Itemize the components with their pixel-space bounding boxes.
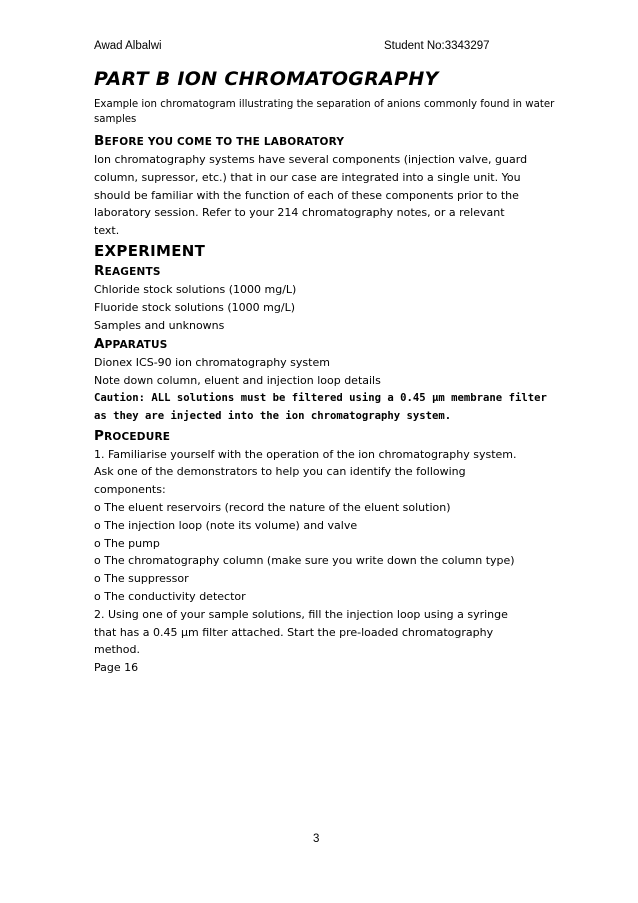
reagent-item: Chloride stock solutions (1000 mg/L) — [94, 282, 297, 296]
text-line: column, supressor, etc.) that in our case are integrated into a single unit. You — [94, 170, 521, 184]
procedure-line: o The chromatography column (make sure you write down the column type) — [94, 554, 515, 568]
procedure-line: Ask one of the demonstrators to help you can identify the following — [94, 465, 466, 479]
page-number: 3 — [313, 833, 320, 845]
text-line: laboratory session. Refer to your 214 chromatography notes, or a relevant — [94, 206, 505, 220]
reagent-item: Fluoride stock solutions (1000 mg/L) — [94, 300, 295, 314]
procedure-line: Page 16 — [94, 661, 139, 675]
figure-caption — [94, 97, 554, 127]
reagent-item: Samples and unknowns — [94, 318, 225, 332]
header-author: Awad Albalwi — [94, 40, 162, 52]
procedure-line: o The eluent reservoirs (record the nature of the eluent solution) — [94, 500, 451, 514]
header-student-number: Student No:3343297 — [384, 40, 490, 52]
reagents-list — [94, 281, 554, 334]
document-body — [94, 64, 554, 677]
caution-line: Caution: ALL solutions must be filtered using a 0.45 µm membrane filter — [94, 391, 547, 404]
experiment-heading: EXPERIMENT — [94, 241, 206, 260]
procedure-line: method. — [94, 643, 140, 657]
text-line: text. — [94, 224, 120, 238]
intro-paragraph — [94, 151, 554, 240]
section-heading-before-lab: BEFORE YOU COME TO THE LABORATORY — [94, 133, 345, 149]
procedure-line: components: — [94, 483, 166, 497]
page-title: PART B ION CHROMATOGRAPHY — [94, 68, 439, 90]
procedure-line: that has a 0.45 µm filter attached. Start the pre-loaded chromatography — [94, 625, 494, 639]
procedure-line: o The pump — [94, 536, 160, 550]
procedure-line: o The injection loop (note its volume) and valve — [94, 518, 358, 532]
text-line: Ion chromatography systems have several components (injection valve, guard — [94, 153, 528, 166]
caution-line: as they are injected into the ion chromatography system. — [94, 409, 452, 422]
text-line: should be familiar with the function of each of these components prior to the — [94, 188, 519, 202]
procedure-line: o The conductivity detector — [94, 589, 246, 603]
apparatus-list — [94, 354, 554, 390]
apparatus-item: Dionex ICS-90 ion chromatography system — [94, 356, 330, 370]
caption-line: Example ion chromatogram illustrating the separation of anions commonly found in water — [94, 99, 555, 110]
procedure-line: 1. Familiarise yourself with the operation of the ion chromatography system. — [94, 447, 517, 461]
procedure-line: o The suppressor — [94, 572, 189, 586]
section-heading-apparatus: APPARATUS — [94, 336, 168, 353]
section-heading-reagents: REAGENTS — [94, 262, 161, 279]
caption-line: samples — [94, 114, 137, 125]
procedure-line: 2. Using one of your sample solutions, fill the injection loop using a syringe — [94, 607, 508, 621]
section-heading-procedure: PROCEDURE — [94, 427, 171, 444]
caution-note — [94, 390, 554, 426]
procedure-list — [94, 446, 554, 677]
apparatus-item: Note down column, eluent and injection loop details — [94, 374, 381, 388]
